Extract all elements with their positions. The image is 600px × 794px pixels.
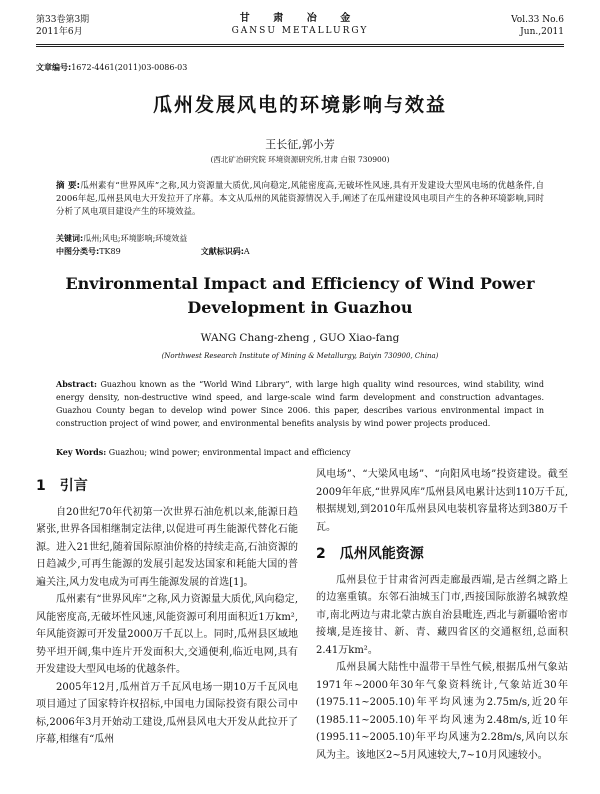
journal-name-en: GANSU METALLURGY <box>231 26 369 36</box>
header-rule-top <box>36 44 564 45</box>
section-2-paragraph-1: 瓜州县位于甘肃省河西走廊最西端,是古丝绸之路上的边塞重镇。东邻石油城玉门市,西接国际旅游名城敦煌市,南北两边与肃北蒙古族自治县毗连,西北与新疆哈密市接壤,是连接甘、新、青、藏四省区的交通枢纽,总面积2.41万km²。 <box>316 574 568 656</box>
keywords-en <box>56 446 544 459</box>
article-number <box>36 62 187 73</box>
clc-label: 中图分类号: <box>56 247 100 256</box>
section-1-paragraph-3-continued: 风电场”、“大梁风电场”、“向阳风电场”投资建设。截至2009年年底,“世界风库”瓜州县风电累计达到110万千瓦,根据规划,到2010年瓜州县风电装机容量将达到380万千瓦。 <box>316 469 568 533</box>
section-2-title: 瓜州风能资源 <box>339 546 424 562</box>
metadata-cn <box>56 232 544 258</box>
section-1-paragraph-1: 自20世纪70年代初第一次世界石油危机以来,能源日趋紧张,世界各国相继制定法律,以促进可再生能源代替化石能源。进入21世纪,随着国际原油价格的持续走高,石油资源的日趋减少,可再生能源的发展引起发达国家和耗能大国的普遍关注,风力发电成为可再生能源发展的首选[1]。 <box>36 506 298 588</box>
keywords-cn-text: 瓜州;风电;环境影响;环境效益 <box>83 234 188 243</box>
authors-en: WANG Chang-zheng , GUO Xiao-fang <box>200 332 400 344</box>
abstract-en-text: Guazhou known as the “World Wind Library”, with large high quality wind resources, wind stability, wind energy density, non-destructive wind speed, and large-scale wind farm development and construction advantages. Guazhou County began to develop wind power Since 2006. this paper, describes various environmental impact in construction project of wind power, and environmental benefits analysis by wind power projects produced. <box>56 380 544 428</box>
date-en: Jun.,2011 <box>520 27 564 37</box>
classification-line <box>56 245 544 258</box>
keywords-en-text: Guazhou; wind power; environmental impact and efficiency <box>108 448 351 457</box>
volume-issue-cn: 第33卷第3期 <box>36 15 90 25</box>
body-column-right <box>316 466 568 764</box>
title-en-line1: Environmental Impact and Efficiency of Wind Power <box>65 274 535 293</box>
article-number-label: 文章编号: <box>36 63 72 72</box>
affiliation-cn: (西北矿冶研究院 环境资源研究所,甘肃 白银 730900) <box>210 155 390 164</box>
keywords-en-label: Key Words: <box>56 447 107 457</box>
keywords-cn <box>56 232 544 245</box>
abstract-cn <box>56 180 544 219</box>
section-1-number: 1 <box>36 478 46 494</box>
affiliation-en: (Northwest Research Institute of Mining & Metallurgy, Baiyin 730900, China) <box>161 352 439 360</box>
title-en <box>0 272 600 320</box>
abstract-cn-label: 摘 要: <box>56 181 81 191</box>
section-1-paragraph-2: 瓜州素有“世界风库”之称,风力资源量大质优,风向稳定,风能密度高,无破坏性风速,风能资源可利用面积近1万km²,年风能资源可开发量2000万千瓦以上。同时,瓜州县区域地势平坦开阔,集中连片开发面积大,交通便利,临近电网,具有开发建设大型风电场的优越条件。 <box>36 594 298 675</box>
title-en-line2: Development in Guazhou <box>187 298 413 317</box>
section-2-number: 2 <box>316 546 326 562</box>
keywords-cn-label: 关键词: <box>56 234 84 243</box>
section-1-heading <box>36 478 298 496</box>
section-2-heading <box>316 546 568 564</box>
abstract-en <box>56 378 544 430</box>
header-rule-bottom <box>36 46 564 47</box>
section-1-title: 引言 <box>59 478 88 494</box>
section-1-paragraph-3: 2005年12月,瓜州首万千瓦风电场一期10万千瓦风电项目通过了国家特许权招标,中国电力国际投资有限公司中标,2006年3月开始动工建设,瓜州县风电大开发从此拉开了序幕,相继有“瓜州 <box>36 681 298 745</box>
title-cn: 瓜州发展风电的环境影响与效益 <box>152 94 447 116</box>
abstract-en-label: Abstract: <box>56 379 97 389</box>
running-header-center <box>0 12 600 38</box>
doc-code-value: A <box>243 247 250 256</box>
abstract-cn-text: 瓜州素有“世界风库”之称,风力资源量大质优,风向稳定,风能密度高,无破坏性风速,具有开发建设大型风电场的优越条件,自2006年起,瓜州县风电大开发拉开了序幕。本文从瓜州的风能资源情况入手,阐述了在瓜州建设风电项目产生的各种环境影响,同时分析了风电项目建设产生的环境效益。 <box>56 181 544 217</box>
date-cn: 2011年6月 <box>36 27 83 37</box>
section-2-paragraph-2: 瓜州县属大陆性中温带干旱性气候,根据瓜州气象站1971年~2000年30年气象资料统计,气象站近30年(1975.11~2005.10)年平均风速为2.75m/s,近20年(1985.11~2005.10)年平均风速为2.48m/s,近10年(1995.11~2005.10)年平均风速为2.28m/s,风向以东风为主。该地区2~5月风速较大,7~10月风速较小。 <box>316 662 568 761</box>
running-header-right <box>511 14 564 38</box>
body-column-left <box>36 478 298 749</box>
volume-issue-en: Vol.33 No.6 <box>511 15 564 25</box>
doc-code-label: 文献标识码: <box>200 247 244 256</box>
journal-name-cn: 甘 肃 冶 金 <box>239 13 361 24</box>
clc-value: TK89 <box>99 247 121 256</box>
article-number-value: 1672-4461(2011)03-0086-03 <box>71 63 188 72</box>
authors-cn: 王长征,郭小芳 <box>265 138 335 151</box>
